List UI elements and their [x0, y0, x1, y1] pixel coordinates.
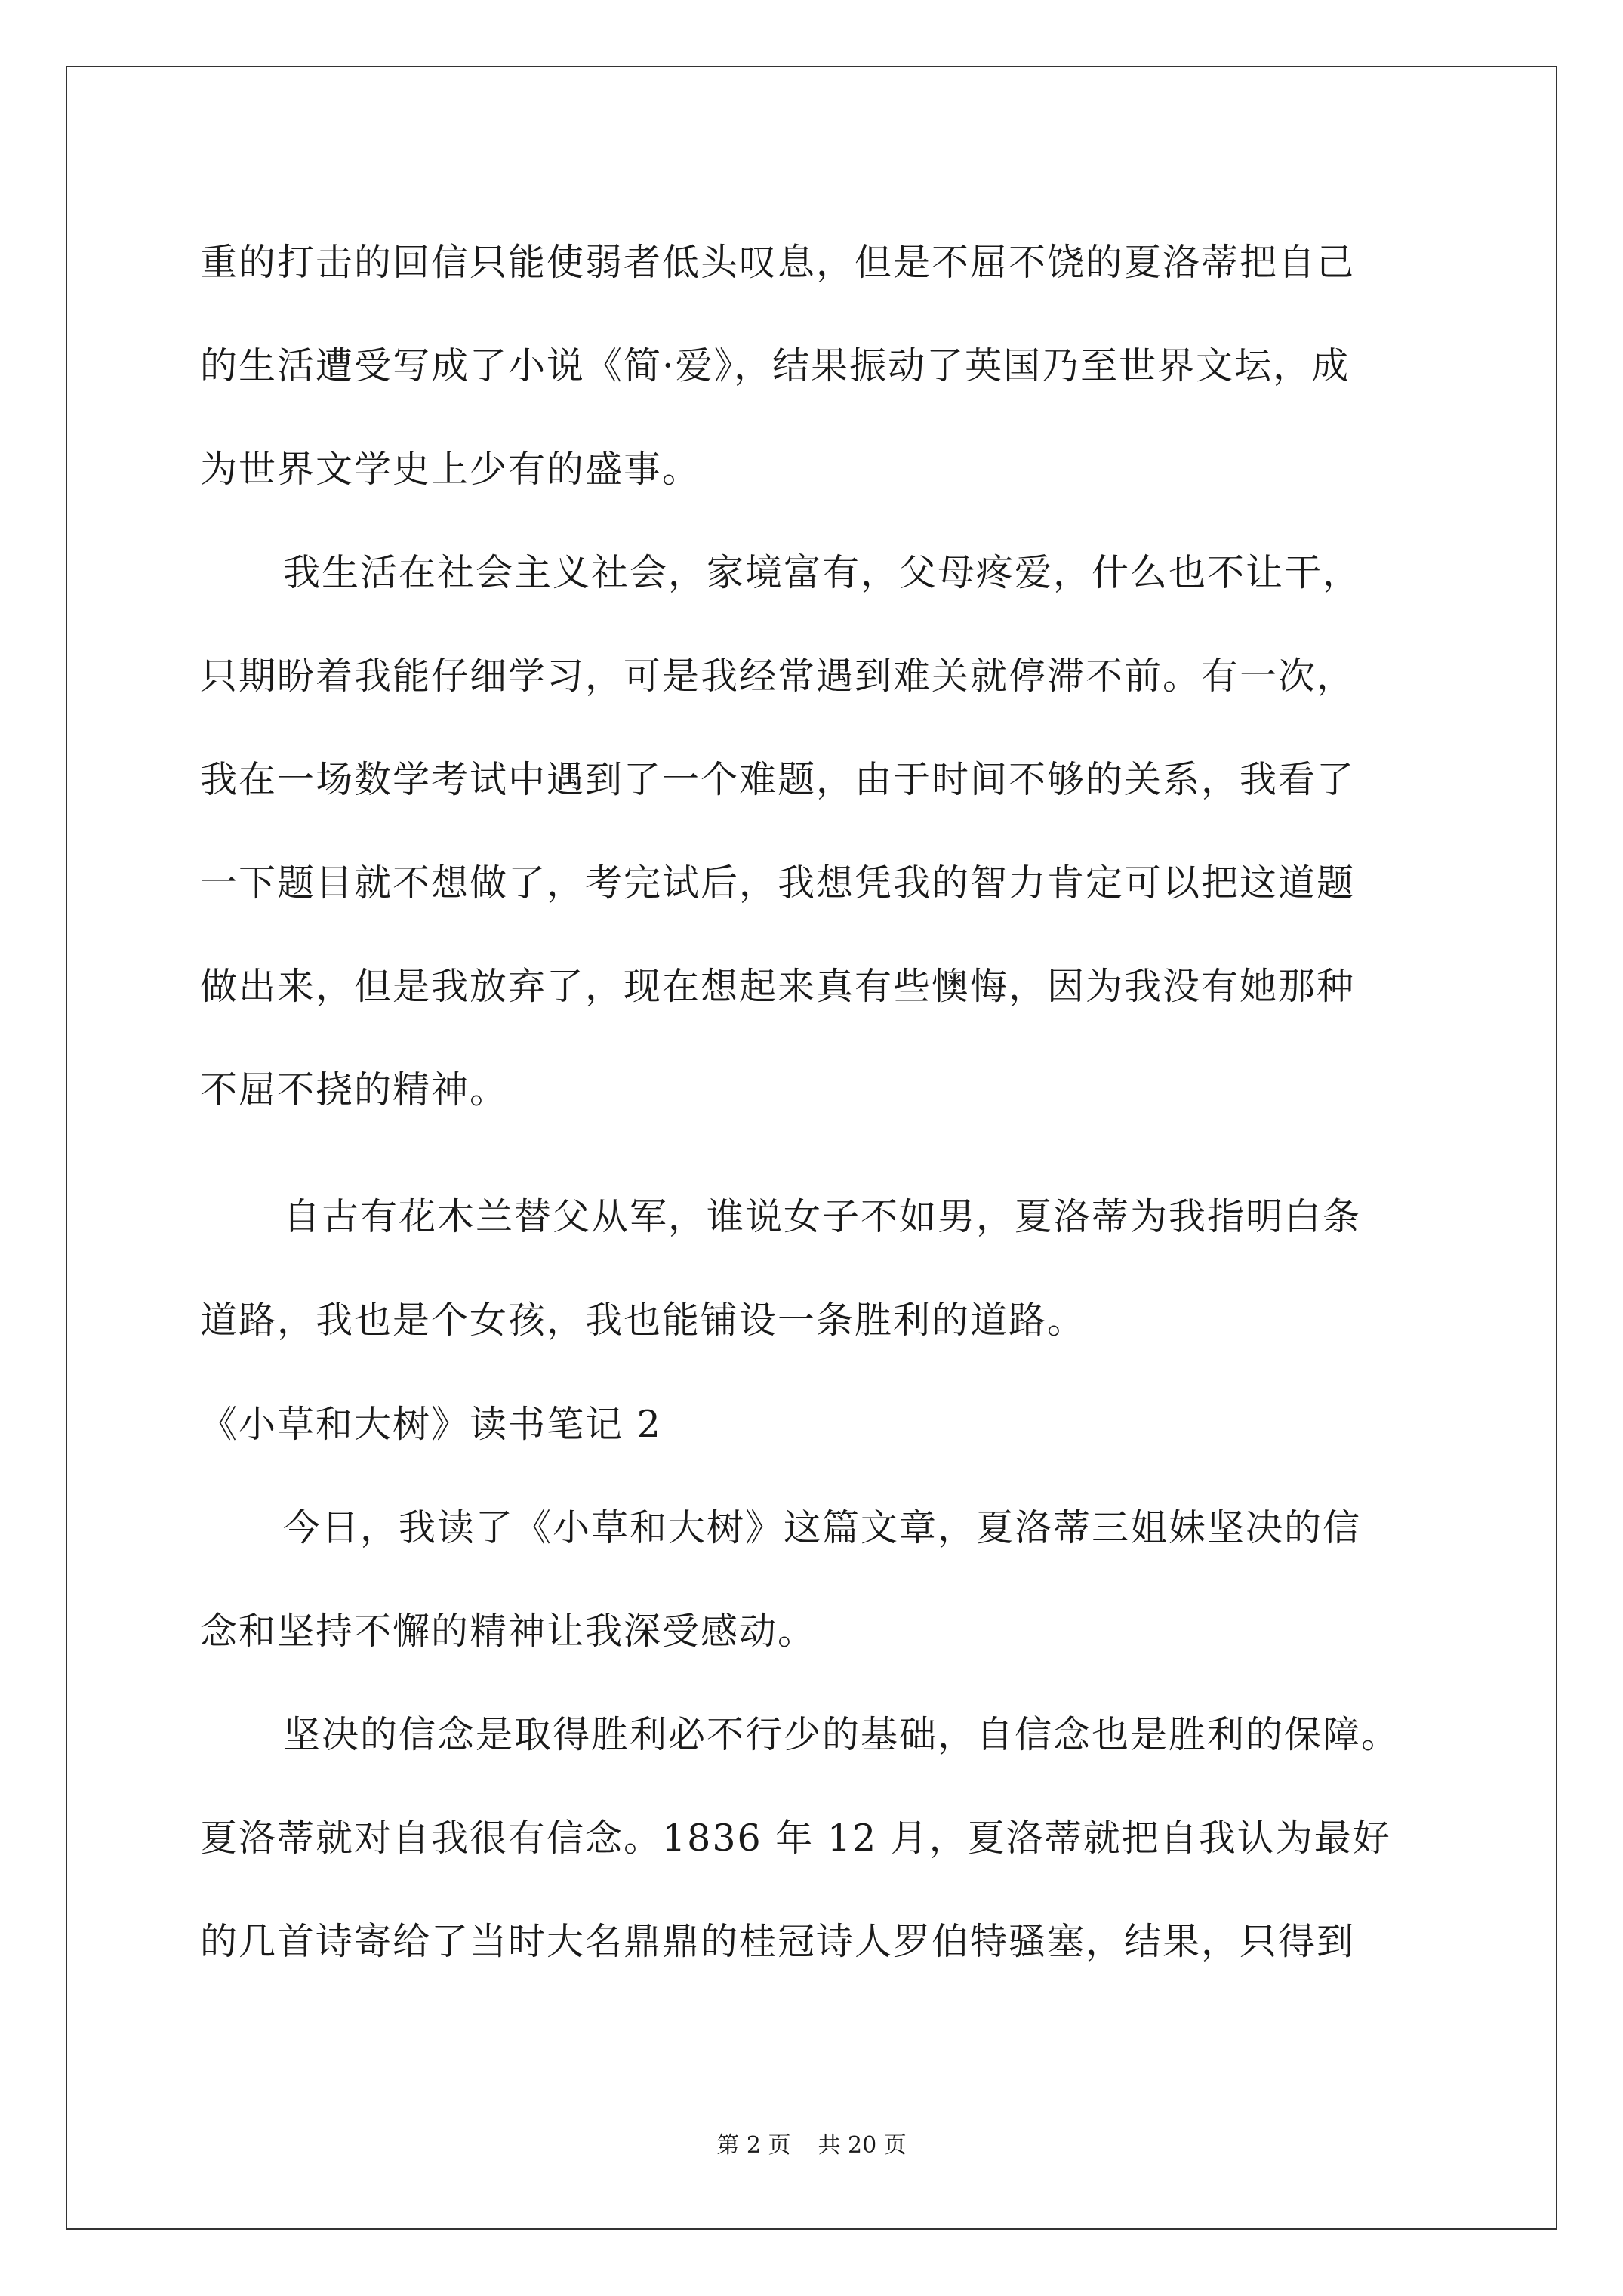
paragraph-first-line: 我生活在社会主义社会，家境富有，父母疼爱，什么也不让干，: [283, 551, 1362, 594]
text-line: 为世界文学史上少有的盛事。: [200, 448, 701, 491]
section-heading: 《小草和大树》读书笔记 2: [200, 1403, 662, 1446]
page-frame: [66, 66, 1557, 2230]
text-line: 重的打击的回信只能使弱者低头叹息，但是不屈不饶的夏洛蒂把自己: [200, 241, 1356, 284]
text-line: 我在一场数学考试中遇到了一个难题，由于时间不够的关系，我看了: [200, 758, 1356, 801]
text-line: 只期盼着我能仔细学习，可是我经常遇到难关就停滞不前。有一次，: [200, 655, 1356, 698]
text-line: 做出来，但是我放弃了，现在想起来真有些懊悔，因为我没有她那种: [200, 965, 1356, 1008]
text-line: 不屈不挠的精神。: [200, 1068, 509, 1111]
text-line: 念和坚持不懈的精神让我深受感动。: [200, 1610, 817, 1653]
text-line: 的生活遭受写成了小说《简·爱》，结果振动了英国乃至世界文坛，成: [200, 344, 1350, 387]
page-total: 共 20 页: [818, 2132, 907, 2159]
text-line: 一下题目就不想做了，考完试后，我想凭我的智力肯定可以把这道题: [200, 861, 1356, 905]
page-footer: [0, 2131, 1623, 2161]
text-line: 道路，我也是个女孩，我也能铺设一条胜利的道路。: [200, 1299, 1086, 1342]
paragraph-first-line: 坚决的信念是取得胜利必不行少的基础，自信念也是胜利的保障。: [283, 1713, 1400, 1756]
text-line: 的几首诗寄给了当时大名鼎鼎的桂冠诗人罗伯特骚塞，结果，只得到: [200, 1920, 1356, 1963]
text-line: 夏洛蒂就对自我很有信念。1836 年 12 月，夏洛蒂就把自我认为最好: [200, 1817, 1391, 1860]
paragraph-first-line: 自古有花木兰替父从军，谁说女子不如男，夏洛蒂为我指明白条: [283, 1195, 1362, 1238]
page-number: 第 2 页: [716, 2132, 791, 2159]
paragraph-first-line: 今日，我读了《小草和大树》这篇文章，夏洛蒂三姐妹坚决的信: [283, 1506, 1362, 1549]
